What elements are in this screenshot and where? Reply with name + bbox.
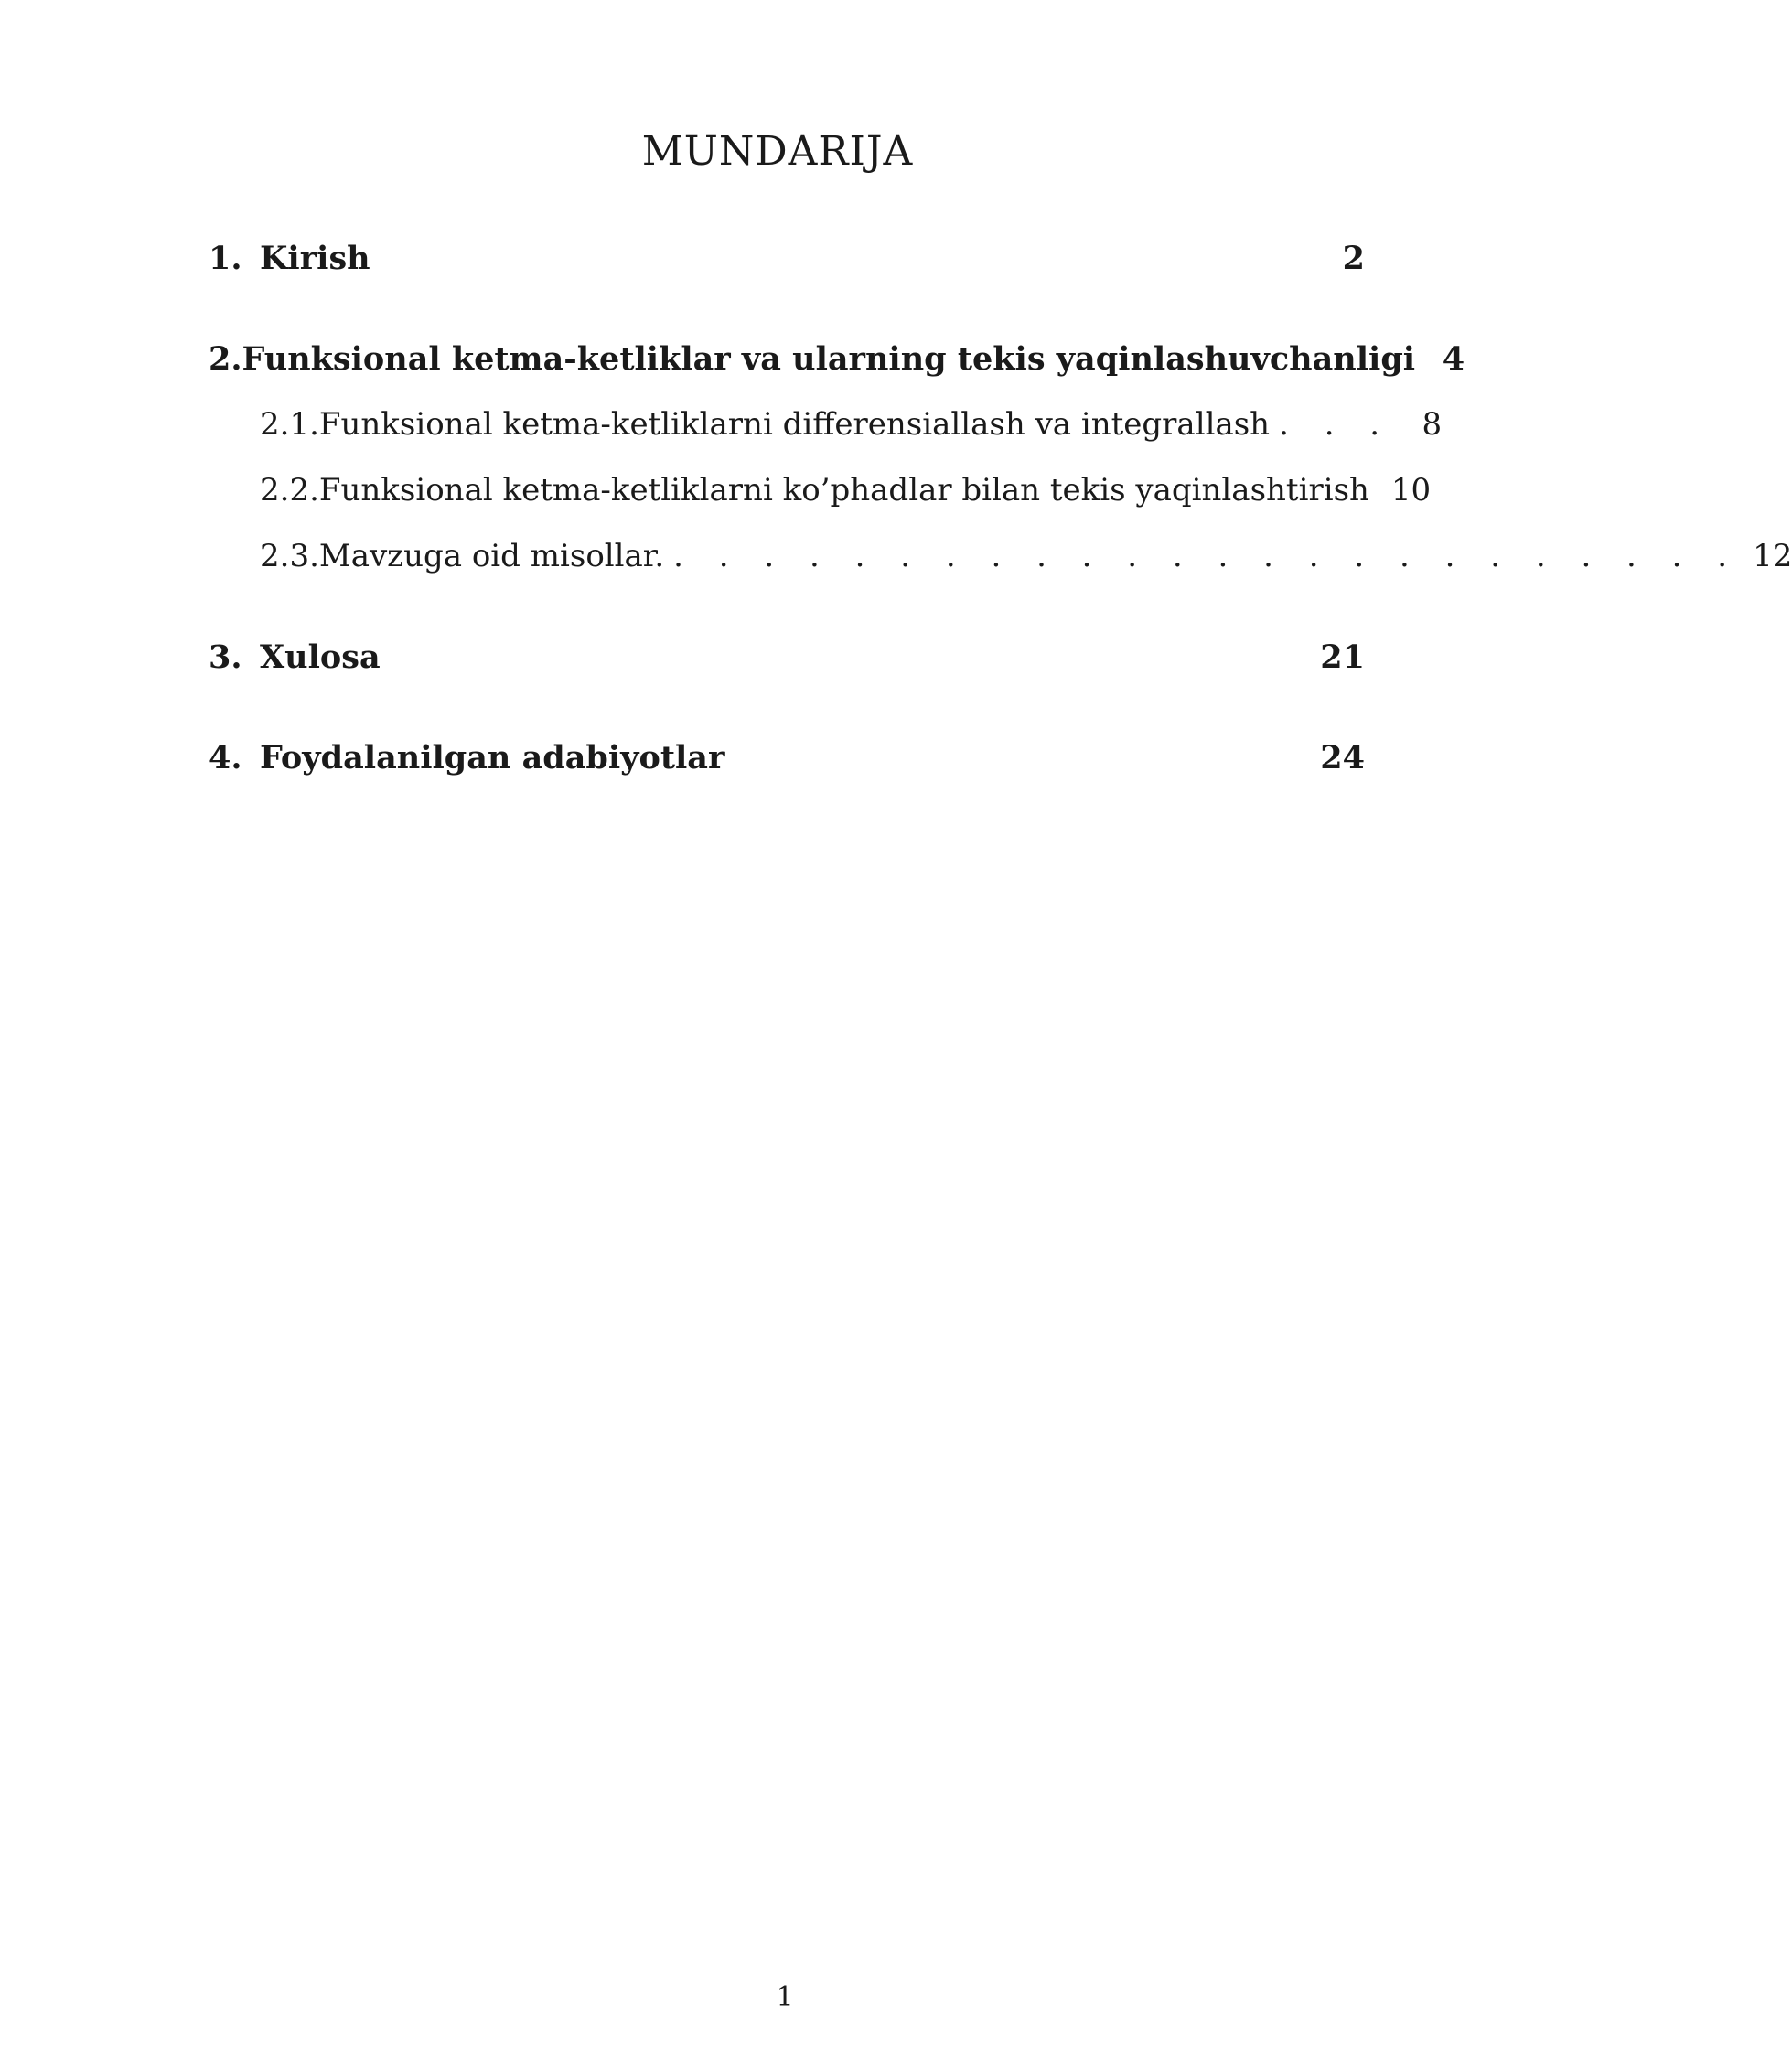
toc-chapter-4[interactable]: [209, 739, 1365, 785]
toc-chapter-number: 4.: [209, 739, 242, 777]
toc-page-number: 24: [1320, 739, 1365, 777]
toc-page-number: 8: [1422, 406, 1443, 443]
toc-dot-leader: . . . . . . . . . . . . . . . . . . . . . . . .: [673, 538, 1741, 574]
toc-chapter-title: Foydalanilgan adabiyotlar: [260, 739, 725, 777]
toc-chapter-2[interactable]: [209, 340, 1465, 386]
toc-page-number: 21: [1320, 638, 1365, 676]
toc-chapter-title: Xulosa: [260, 638, 381, 676]
toc-section-2-3[interactable]: [260, 538, 1792, 584]
toc-section-number: 2.1.: [260, 406, 319, 443]
toc-chapter-3[interactable]: [209, 638, 1365, 684]
toc-chapter-number: 1.: [209, 240, 242, 277]
toc-section-2-1[interactable]: [260, 406, 1443, 452]
toc-chapter-1[interactable]: [209, 240, 1365, 285]
toc-section-title: Mavzuga oid misollar.: [318, 538, 665, 574]
toc-section-title: Funksional ketma-ketliklarni ko’phadlar bilan tekis yaqinlashtirish: [318, 472, 1369, 509]
page-title: MUNDARIJA: [641, 128, 914, 175]
toc-chapter-title: Kirish: [260, 240, 370, 277]
toc-page-number: 10: [1390, 472, 1432, 509]
toc-chapter-title: Funksional ketma-ketliklar va ularning tekis yaqinlashuvchanligi: [241, 340, 1416, 378]
footer-page-number: 1: [776, 1981, 794, 2013]
toc-section-number: 2.3.: [260, 538, 319, 574]
toc-dot-leader: . . .: [1279, 406, 1393, 443]
toc-page-number: 4: [1442, 340, 1465, 378]
toc-section-number: 2.2.: [260, 472, 319, 509]
toc-page-number: 12: [1753, 538, 1792, 574]
toc-chapter-number: 3.: [209, 638, 242, 676]
toc-section-2-2[interactable]: [260, 472, 1432, 518]
toc-page-number: 2: [1342, 240, 1365, 277]
toc-section-title: Funksional ketma-ketliklarni differensiallash va integrallash: [318, 406, 1271, 443]
toc-chapter-number: 2.: [209, 340, 242, 378]
